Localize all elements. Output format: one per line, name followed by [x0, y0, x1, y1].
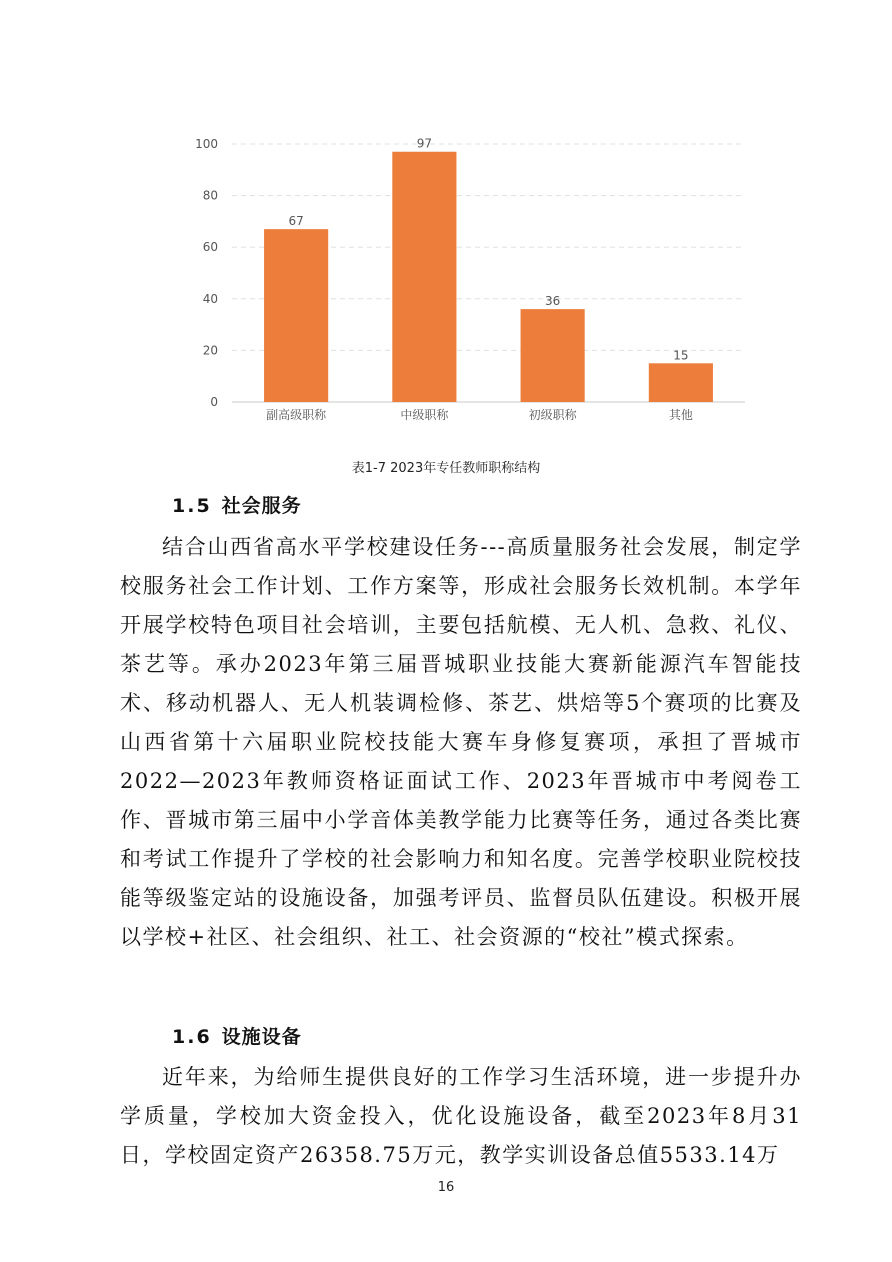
bar [392, 152, 456, 402]
y-tick-label: 60 [202, 240, 218, 255]
y-tick-label: 40 [202, 291, 218, 306]
section-heading-social-service [172, 491, 302, 518]
figure-caption: 表1-7 2023年专任教师职称结构 [351, 461, 541, 476]
bar-value-label: 36 [544, 294, 561, 309]
bar-value-label: 15 [673, 348, 689, 363]
bar-value-label: 67 [288, 214, 304, 229]
social-service-paragraph: 结合山西省高水平学校建设任务---高质量服务社会发展，制定学校服务社会工作计划、工作方案等，形成社会服务长效机制。本学年开展学校特色项目社会培训，主要包括航模、无人机、急救、礼仪、茶艺等。承办2023年第三届晋城职业技能大赛新能源汽车智能技术、移动机器人、无人机装调检修、茶艺、烘焙等5个赛项的比赛及山西省第十六届职业院校技能大赛车身修复赛项，承担了晋城市2022—2023年教师资格证面试工作、2023年晋城市中考阅卷工作、晋城市第三届中小学音体美教学能力比赛等任务，通过各类比赛和考试工作提升了学校的社会影响力和知名度。完善学校职业院校技能等级鉴定站的设施设备，加强考评员、监督员队伍建设。积极开展以学校+社区、社会组织、社工、社会资源的“校社”模式探索。 [120, 535, 802, 949]
bar-value-label: 97 [416, 136, 433, 151]
section-title: 设施设备 [221, 1026, 302, 1048]
bar [264, 229, 328, 402]
x-tick-label: 其他 [668, 408, 693, 422]
facilities-paragraph: 近年来，为给师生提供良好的工作学习生活环境，进一步提升办学质量，学校加大资金投入，优化设施设备，截至2023年8月31日，学校固定资产26358.75万元，教学实训设备总值5533.14万 [120, 1065, 802, 1167]
x-tick-label: 中级职称 [400, 408, 449, 422]
bar [649, 363, 713, 402]
section-number: 1.6 [172, 1026, 212, 1048]
chart-bars [264, 152, 713, 402]
bar [521, 309, 585, 402]
page-number: 16 [437, 1180, 455, 1195]
section-title: 社会服务 [221, 495, 302, 517]
x-axis-ticks [266, 407, 693, 422]
y-tick-label: 20 [202, 343, 218, 358]
y-tick-label: 100 [195, 137, 218, 151]
section-number: 1.5 [172, 495, 212, 517]
x-tick-label: 副高级职称 [266, 408, 327, 422]
y-tick-label: 0 [210, 395, 218, 409]
x-tick-label: 初级职称 [528, 408, 577, 422]
section-heading-facilities [172, 1022, 302, 1049]
y-axis-ticks [195, 137, 218, 409]
teacher-title-bar-chart [170, 128, 760, 428]
chart-data-labels [288, 137, 688, 363]
y-tick-label: 80 [202, 188, 218, 203]
